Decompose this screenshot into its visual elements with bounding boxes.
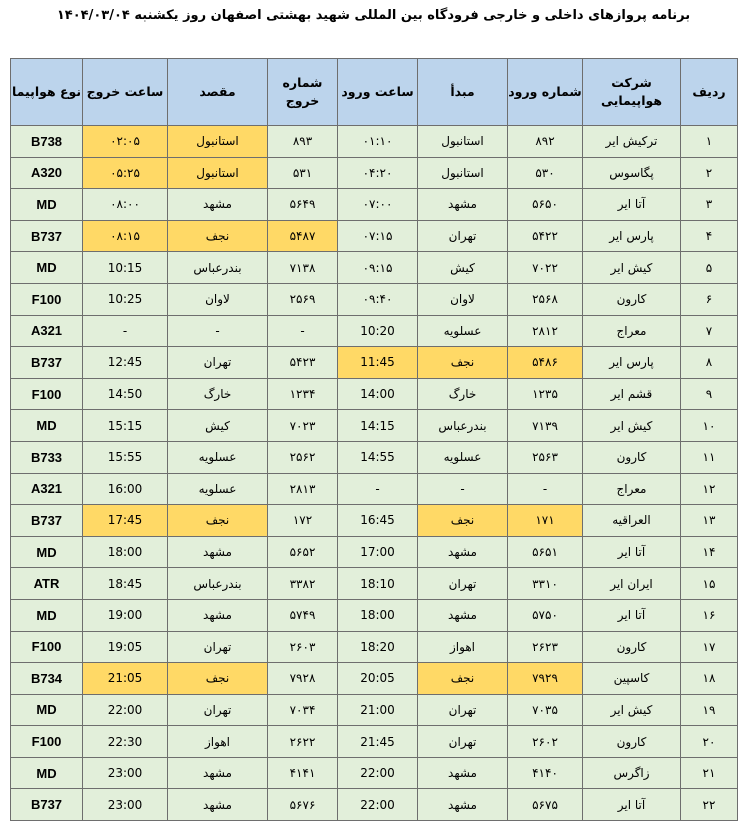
row-number-cell: ۶ xyxy=(681,283,738,315)
row-number-cell: ۱۱ xyxy=(681,441,738,473)
table-row xyxy=(11,694,738,726)
airline-cell: آتا ایر xyxy=(583,599,681,631)
row-number-cell: ۱۳ xyxy=(681,505,738,537)
destination-cell: مشهد xyxy=(168,536,268,568)
destination-cell: مشهد xyxy=(168,599,268,631)
departure-number-cell: - xyxy=(268,315,338,347)
aircraft-type-cell: F100 xyxy=(11,631,83,663)
destination-cell: لاوان xyxy=(168,283,268,315)
aircraft-type-cell: A321 xyxy=(11,315,83,347)
origin-cell: نجف xyxy=(418,347,508,379)
departure-time-cell: 10:15 xyxy=(83,252,168,284)
aircraft-type-cell: MD xyxy=(11,757,83,789)
aircraft-type-cell: MD xyxy=(11,536,83,568)
row-number-cell: ۸ xyxy=(681,347,738,379)
aircraft-type-cell: MD xyxy=(11,252,83,284)
destination-cell: عسلویه xyxy=(168,473,268,505)
arrival-number-cell: ۱۲۳۵ xyxy=(508,378,583,410)
departure-time-cell: 15:55 xyxy=(83,441,168,473)
origin-cell: لاوان xyxy=(418,283,508,315)
airline-cell: کارون xyxy=(583,631,681,663)
destination-cell: استانبول xyxy=(168,126,268,158)
origin-cell: تهران xyxy=(418,220,508,252)
departure-number-cell: ۳۳۸۲ xyxy=(268,568,338,600)
arrival-time-cell: 22:00 xyxy=(338,789,418,821)
row-number-cell: ۱۴ xyxy=(681,536,738,568)
departure-time-cell: 23:00 xyxy=(83,789,168,821)
departure-time-cell: 15:15 xyxy=(83,410,168,442)
arrival-number-cell: ۵۳۰ xyxy=(508,157,583,189)
arrival-number-cell: ۲۵۶۳ xyxy=(508,441,583,473)
destination-cell: مشهد xyxy=(168,757,268,789)
departure-number-cell: ۲۵۶۹ xyxy=(268,283,338,315)
arrival-number-cell: ۵۴۸۶ xyxy=(508,347,583,379)
aircraft-type-cell: B737 xyxy=(11,347,83,379)
departure-number-cell: ۵۴۲۳ xyxy=(268,347,338,379)
arrival-number-cell: ۷۱۳۹ xyxy=(508,410,583,442)
departure-time-cell: ۰۲:۰۵ xyxy=(83,126,168,158)
destination-cell: عسلویه xyxy=(168,441,268,473)
arrival-time-cell: ۰۷:۱۵ xyxy=(338,220,418,252)
arrival-time-cell: 14:55 xyxy=(338,441,418,473)
airline-cell: آتا ایر xyxy=(583,789,681,821)
destination-cell: بندرعباس xyxy=(168,252,268,284)
departure-time-cell: 18:45 xyxy=(83,568,168,600)
aircraft-type-cell: MD xyxy=(11,599,83,631)
departure-number-cell: ۵۳۱ xyxy=(268,157,338,189)
aircraft-type-cell: A320 xyxy=(11,157,83,189)
departure-number-cell: ۲۵۶۲ xyxy=(268,441,338,473)
origin-cell: تهران xyxy=(418,694,508,726)
table-row xyxy=(11,663,738,695)
departure-number-cell: ۷۰۲۳ xyxy=(268,410,338,442)
aircraft-type-cell: B734 xyxy=(11,663,83,695)
departure-time-cell: 16:00 xyxy=(83,473,168,505)
departure-number-cell: ۸۹۳ xyxy=(268,126,338,158)
origin-cell: خارگ xyxy=(418,378,508,410)
table-row xyxy=(11,410,738,442)
departure-time-cell: 19:05 xyxy=(83,631,168,663)
departure-time-cell: 23:00 xyxy=(83,757,168,789)
header-row xyxy=(11,59,738,126)
row-number-cell: ۵ xyxy=(681,252,738,284)
row-number-cell: ۲۲ xyxy=(681,789,738,821)
departure-number-cell: ۵۶۵۲ xyxy=(268,536,338,568)
departure-number-cell: ۵۷۴۹ xyxy=(268,599,338,631)
departure-number-cell: ۴۱۴۱ xyxy=(268,757,338,789)
arrival-time-cell: ۰۹:۴۰ xyxy=(338,283,418,315)
airline-cell: آتا ایر xyxy=(583,189,681,221)
table-row xyxy=(11,789,738,821)
airline-cell: کارون xyxy=(583,726,681,758)
aircraft-type-cell: MD xyxy=(11,189,83,221)
table-row xyxy=(11,189,738,221)
departure-number-cell: ۷۱۳۸ xyxy=(268,252,338,284)
origin-cell: مشهد xyxy=(418,599,508,631)
destination-cell: نجف xyxy=(168,220,268,252)
departure-number-cell: ۲۶۲۲ xyxy=(268,726,338,758)
departure-number-cell: ۲۶۰۳ xyxy=(268,631,338,663)
arrival-number-cell: ۵۶۵۰ xyxy=(508,189,583,221)
destination-cell: تهران xyxy=(168,694,268,726)
arrival-time-cell: 18:20 xyxy=(338,631,418,663)
departure-time-cell: 19:00 xyxy=(83,599,168,631)
arrival-number-cell: ۵۶۷۵ xyxy=(508,789,583,821)
table-row xyxy=(11,157,738,189)
arrival-number-cell: ۸۹۲ xyxy=(508,126,583,158)
airline-cell: ترکیش ایر xyxy=(583,126,681,158)
arrival-number-cell: ۷۹۲۹ xyxy=(508,663,583,695)
arrival-number-cell: - xyxy=(508,473,583,505)
aircraft-type-cell: A321 xyxy=(11,473,83,505)
departure-time-cell: - xyxy=(83,315,168,347)
page-title: برنامه پروازهای داخلی و خارجی فرودگاه بین المللی شهید بهشتی اصفهان روز یکشنبه ۱۴۰۴/۰۳/۰۴ xyxy=(56,8,691,23)
departure-time-cell: 21:05 xyxy=(83,663,168,695)
arrival-time-cell: ۰۴:۲۰ xyxy=(338,157,418,189)
airline-cell: کارون xyxy=(583,441,681,473)
departure-time-cell: 10:25 xyxy=(83,283,168,315)
aircraft-type-cell: B733 xyxy=(11,441,83,473)
table-row xyxy=(11,126,738,158)
origin-cell: استانبول xyxy=(418,157,508,189)
airline-cell: کاسپین xyxy=(583,663,681,695)
origin-cell: مشهد xyxy=(418,757,508,789)
departure-number-cell: ۷۰۳۴ xyxy=(268,694,338,726)
destination-cell: نجف xyxy=(168,663,268,695)
airline-cell: پگاسوس xyxy=(583,157,681,189)
aircraft-type-cell: B737 xyxy=(11,505,83,537)
header-departure-time: ساعت خروج xyxy=(83,59,168,126)
destination-cell: کیش xyxy=(168,410,268,442)
origin-cell: بندرعباس xyxy=(418,410,508,442)
table-row xyxy=(11,726,738,758)
arrival-time-cell: ۰۷:۰۰ xyxy=(338,189,418,221)
table-row xyxy=(11,473,738,505)
row-number-cell: ۱ xyxy=(681,126,738,158)
table-row xyxy=(11,378,738,410)
arrival-time-cell: 18:10 xyxy=(338,568,418,600)
origin-cell: نجف xyxy=(418,663,508,695)
flight-schedule-table xyxy=(10,58,738,821)
aircraft-type-cell: B738 xyxy=(11,126,83,158)
table-row xyxy=(11,631,738,663)
destination-cell: - xyxy=(168,315,268,347)
arrival-number-cell: ۲۸۱۲ xyxy=(508,315,583,347)
table-row xyxy=(11,536,738,568)
airline-cell: پارس ایر xyxy=(583,220,681,252)
arrival-number-cell: ۳۳۱۰ xyxy=(508,568,583,600)
arrival-time-cell: 11:45 xyxy=(338,347,418,379)
arrival-time-cell: 18:00 xyxy=(338,599,418,631)
airline-cell: پارس ایر xyxy=(583,347,681,379)
departure-time-cell: 14:50 xyxy=(83,378,168,410)
row-number-cell: ۱۶ xyxy=(681,599,738,631)
header-row-number: ردیف xyxy=(681,59,738,126)
arrival-time-cell: 21:45 xyxy=(338,726,418,758)
arrival-time-cell: 14:00 xyxy=(338,378,418,410)
row-number-cell: ۱۲ xyxy=(681,473,738,505)
origin-cell: کیش xyxy=(418,252,508,284)
departure-time-cell: 12:45 xyxy=(83,347,168,379)
table-row xyxy=(11,441,738,473)
table-row xyxy=(11,283,738,315)
airline-cell: قشم ایر xyxy=(583,378,681,410)
arrival-time-cell: 10:20 xyxy=(338,315,418,347)
origin-cell: نجف xyxy=(418,505,508,537)
airline-cell: کیش ایر xyxy=(583,694,681,726)
airline-cell: کارون xyxy=(583,283,681,315)
aircraft-type-cell: F100 xyxy=(11,283,83,315)
arrival-number-cell: ۵۶۵۱ xyxy=(508,536,583,568)
table-row xyxy=(11,568,738,600)
header-origin: مبدأ xyxy=(418,59,508,126)
header-arrival-time: ساعت ورود xyxy=(338,59,418,126)
row-number-cell: ۲۱ xyxy=(681,757,738,789)
destination-cell: تهران xyxy=(168,347,268,379)
airline-cell: کیش ایر xyxy=(583,252,681,284)
arrival-time-cell: 20:05 xyxy=(338,663,418,695)
arrival-number-cell: ۲۶۲۳ xyxy=(508,631,583,663)
destination-cell: خارگ xyxy=(168,378,268,410)
destination-cell: استانبول xyxy=(168,157,268,189)
arrival-number-cell: ۵۷۵۰ xyxy=(508,599,583,631)
departure-time-cell: 22:00 xyxy=(83,694,168,726)
arrival-time-cell: ۰۹:۱۵ xyxy=(338,252,418,284)
row-number-cell: ۳ xyxy=(681,189,738,221)
airline-cell: آتا ایر xyxy=(583,536,681,568)
departure-time-cell: 22:30 xyxy=(83,726,168,758)
departure-number-cell: ۱۲۳۴ xyxy=(268,378,338,410)
arrival-time-cell: ۰۱:۱۰ xyxy=(338,126,418,158)
origin-cell: - xyxy=(418,473,508,505)
aircraft-type-cell: B737 xyxy=(11,789,83,821)
table-row xyxy=(11,347,738,379)
arrival-time-cell: 16:45 xyxy=(338,505,418,537)
origin-cell: مشهد xyxy=(418,189,508,221)
row-number-cell: ۲۰ xyxy=(681,726,738,758)
airline-cell: العراقیه xyxy=(583,505,681,537)
table-row xyxy=(11,757,738,789)
departure-number-cell: ۷۹۲۸ xyxy=(268,663,338,695)
arrival-number-cell: ۷۰۲۲ xyxy=(508,252,583,284)
row-number-cell: ۱۸ xyxy=(681,663,738,695)
departure-number-cell: ۲۸۱۳ xyxy=(268,473,338,505)
destination-cell: بندرعباس xyxy=(168,568,268,600)
airline-cell: کیش ایر xyxy=(583,410,681,442)
table-row xyxy=(11,252,738,284)
aircraft-type-cell: F100 xyxy=(11,726,83,758)
arrival-time-cell: 17:00 xyxy=(338,536,418,568)
arrival-number-cell: ۲۵۶۸ xyxy=(508,283,583,315)
origin-cell: اهواز xyxy=(418,631,508,663)
arrival-time-cell: - xyxy=(338,473,418,505)
row-number-cell: ۷ xyxy=(681,315,738,347)
table-row xyxy=(11,315,738,347)
origin-cell: استانبول xyxy=(418,126,508,158)
header-airline: شرکت هواپیمایی xyxy=(583,59,681,126)
row-number-cell: ۱۵ xyxy=(681,568,738,600)
table-row xyxy=(11,220,738,252)
departure-number-cell: ۵۶۴۹ xyxy=(268,189,338,221)
origin-cell: عسلویه xyxy=(418,315,508,347)
departure-number-cell: ۱۷۲ xyxy=(268,505,338,537)
departure-number-cell: ۵۶۷۶ xyxy=(268,789,338,821)
aircraft-type-cell: MD xyxy=(11,694,83,726)
header-destination: مقصد xyxy=(168,59,268,126)
airline-cell: زاگرس xyxy=(583,757,681,789)
departure-number-cell: ۵۴۸۷ xyxy=(268,220,338,252)
airline-cell: ایران ایر xyxy=(583,568,681,600)
departure-time-cell: ۰۵:۲۵ xyxy=(83,157,168,189)
table-row xyxy=(11,599,738,631)
departure-time-cell: ۰۸:۱۵ xyxy=(83,220,168,252)
row-number-cell: ۱۷ xyxy=(681,631,738,663)
origin-cell: تهران xyxy=(418,726,508,758)
departure-time-cell: 17:45 xyxy=(83,505,168,537)
row-number-cell: ۲ xyxy=(681,157,738,189)
destination-cell: مشهد xyxy=(168,789,268,821)
origin-cell: مشهد xyxy=(418,536,508,568)
origin-cell: مشهد xyxy=(418,789,508,821)
row-number-cell: ۱۰ xyxy=(681,410,738,442)
origin-cell: عسلویه xyxy=(418,441,508,473)
arrival-number-cell: ۱۷۱ xyxy=(508,505,583,537)
header-aircraft-type: نوع هواپیما xyxy=(11,59,83,126)
header-arrival-number: شماره ورود xyxy=(508,59,583,126)
airline-cell: معراج xyxy=(583,473,681,505)
departure-time-cell: 18:00 xyxy=(83,536,168,568)
departure-time-cell: ۰۸:۰۰ xyxy=(83,189,168,221)
aircraft-type-cell: F100 xyxy=(11,378,83,410)
table-row xyxy=(11,505,738,537)
row-number-cell: ۹ xyxy=(681,378,738,410)
arrival-time-cell: 14:15 xyxy=(338,410,418,442)
origin-cell: تهران xyxy=(418,568,508,600)
arrival-number-cell: ۵۴۲۲ xyxy=(508,220,583,252)
arrival-number-cell: ۴۱۴۰ xyxy=(508,757,583,789)
airline-cell: معراج xyxy=(583,315,681,347)
aircraft-type-cell: ATR xyxy=(11,568,83,600)
arrival-number-cell: ۷۰۳۵ xyxy=(508,694,583,726)
arrival-time-cell: 21:00 xyxy=(338,694,418,726)
arrival-time-cell: 22:00 xyxy=(338,757,418,789)
destination-cell: نجف xyxy=(168,505,268,537)
destination-cell: تهران xyxy=(168,631,268,663)
aircraft-type-cell: B737 xyxy=(11,220,83,252)
row-number-cell: ۱۹ xyxy=(681,694,738,726)
aircraft-type-cell: MD xyxy=(11,410,83,442)
destination-cell: اهواز xyxy=(168,726,268,758)
destination-cell: مشهد xyxy=(168,189,268,221)
header-departure-number: شماره خروج xyxy=(268,59,338,126)
arrival-number-cell: ۲۶۰۲ xyxy=(508,726,583,758)
row-number-cell: ۴ xyxy=(681,220,738,252)
